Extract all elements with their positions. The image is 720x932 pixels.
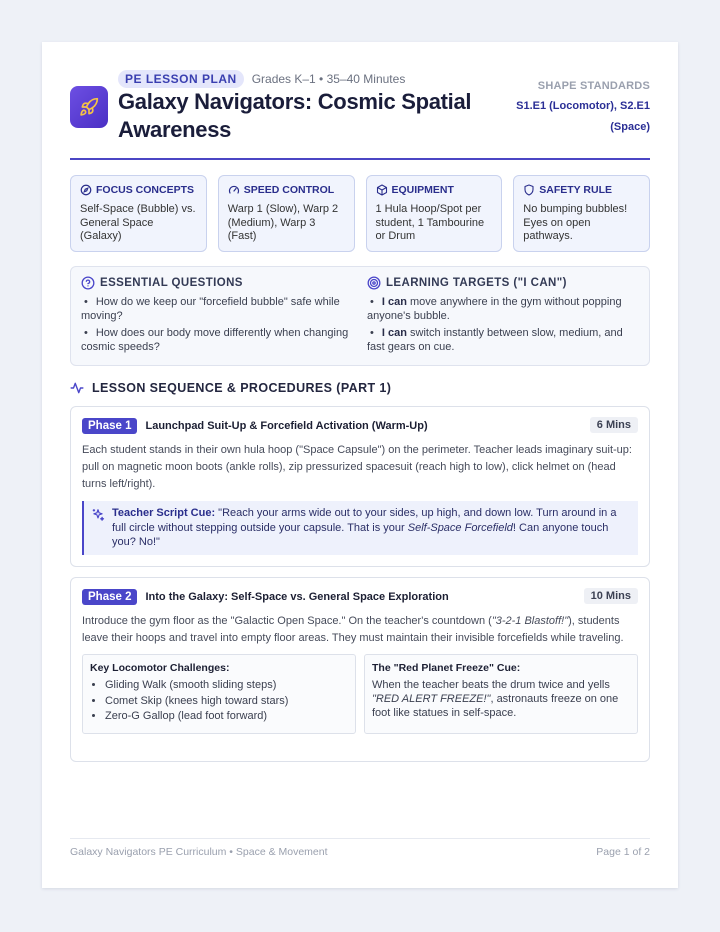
- card-text: Self-Space (Bubble) vs. General Space (Galaxy): [80, 203, 196, 242]
- shield-icon: [523, 184, 535, 196]
- targets-title: LEARNING TARGETS ("I CAN"): [386, 277, 567, 289]
- card-text: Warp 1 (Slow), Warp 2 (Medium), Warp 3 (Fast): [227, 203, 339, 242]
- box-title: The "Red Planet Freeze" Cue:: [372, 662, 521, 674]
- list-item: • How do we keep our "forcefield bubble" safe while moving?: [81, 296, 340, 322]
- card-text: 1 Hula Hoop/Spot per student, 1 Tambourine or Drum: [375, 203, 485, 242]
- phase-title: Launchpad Suit-Up & Forcefield Activation (Warm-Up): [145, 420, 428, 432]
- section-title: LESSON SEQUENCE & PROCEDURES (PART 1): [70, 381, 391, 395]
- page-number: Page 1 of 2: [596, 846, 650, 858]
- list-item: • I can move anywhere in the gym without popping anyone's bubble.: [367, 296, 622, 322]
- card-text: No bumping bubbles! Eyes on open pathways.: [523, 203, 628, 242]
- card-title: SAFETY RULE: [539, 184, 612, 196]
- locomotor-challenges-box: [82, 654, 356, 734]
- phase-duration: 10 Mins: [584, 588, 638, 604]
- header: [70, 70, 650, 160]
- rocket-icon: [70, 86, 108, 128]
- box-icon: [376, 184, 388, 196]
- learning-targets: [367, 276, 639, 356]
- card-title: FOCUS CONCEPTS: [96, 184, 195, 196]
- phase-1-card: [70, 406, 650, 567]
- grades-duration: Grades K–1 • 35–40 Minutes: [251, 72, 406, 86]
- phase-badge: Phase 2: [82, 589, 137, 605]
- phase-2-card: [70, 577, 650, 762]
- footer-divider: [70, 838, 650, 839]
- list-item: • Comet Skip (knees high toward stars): [105, 694, 348, 710]
- freeze-cue-box: [364, 654, 638, 734]
- questions-title: ESSENTIAL QUESTIONS: [100, 277, 243, 289]
- questions-targets-panel: [70, 266, 650, 366]
- essential-questions: [81, 276, 353, 356]
- list-item: • How does our body move differently when changing cosmic speeds?: [81, 327, 349, 353]
- sparkle-icon: [91, 508, 105, 522]
- phase-badge: Phase 1: [82, 418, 137, 434]
- box-title: Key Locomotor Challenges:: [90, 662, 230, 674]
- badge-row: [118, 70, 405, 88]
- freeze-cue-text: When the teacher beats the drum twice and yells "RED ALERT FREEZE!", astronauts freeze on one foot like statues in self-space.: [372, 679, 619, 719]
- page-title: Galaxy Navigators: Cosmic Spatial Awareness: [118, 89, 472, 142]
- phase-duration: 6 Mins: [590, 417, 638, 433]
- lesson-plan-badge: PE LESSON PLAN: [118, 70, 244, 88]
- phase-description: Each student stands in their own hula hoop ("Space Capsule") on the perimeter. Teacher leads imaginary suit-up: pull on magnetic moon boots (ankle rolls), zip pressurized spacesuit (reach high to low), click helmet on (head turns left/right).: [82, 444, 632, 490]
- teacher-script-cue: Teacher Script Cue: "Reach your arms wide out to your sides, up high, and down low. Turn around in a full circle without stepping outside your capsule. That is your Self-Space Forcefield! Can anyone touch you? No!": [82, 501, 638, 555]
- list-item: • I can switch instantly between slow, medium, and fast gears on cue.: [367, 327, 623, 353]
- lesson-plan-page: [42, 42, 678, 888]
- card-safety-rule: [513, 175, 650, 252]
- list-item: • Zero-G Gallop (lead foot forward): [105, 709, 348, 725]
- card-equipment: [366, 175, 503, 252]
- card-focus-concepts: [70, 175, 207, 252]
- card-title: SPEED CONTROL: [243, 184, 335, 196]
- header-divider: [70, 158, 650, 160]
- target-icon: [367, 276, 381, 290]
- standards-label: SHAPE STANDARDS: [537, 80, 650, 92]
- question-icon: [81, 276, 95, 290]
- activity-icon: [70, 381, 84, 395]
- card-speed-control: [218, 175, 355, 252]
- standards-value: S1.E1 (Locomotor), S2.E1 (Space): [516, 100, 650, 133]
- card-title: EQUIPMENT: [391, 184, 454, 196]
- footer-left: Galaxy Navigators PE Curriculum • Space & Movement: [70, 846, 328, 858]
- standards-block: [500, 80, 650, 138]
- gauge-icon: [228, 184, 240, 196]
- phase-description: Introduce the gym floor as the "Galactic Open Space." On the teacher's countdown ("3-2-1 Blastoff!"), students leave their hoops and travel into empty floor areas. They must maintain their invisible forcefields while traveling.: [82, 615, 624, 644]
- phase-title: Into the Galaxy: Self-Space vs. General Space Exploration: [145, 591, 449, 603]
- list-item: • Gliding Walk (smooth sliding steps): [105, 678, 348, 694]
- compass-icon: [80, 184, 92, 196]
- summary-cards: [70, 175, 650, 252]
